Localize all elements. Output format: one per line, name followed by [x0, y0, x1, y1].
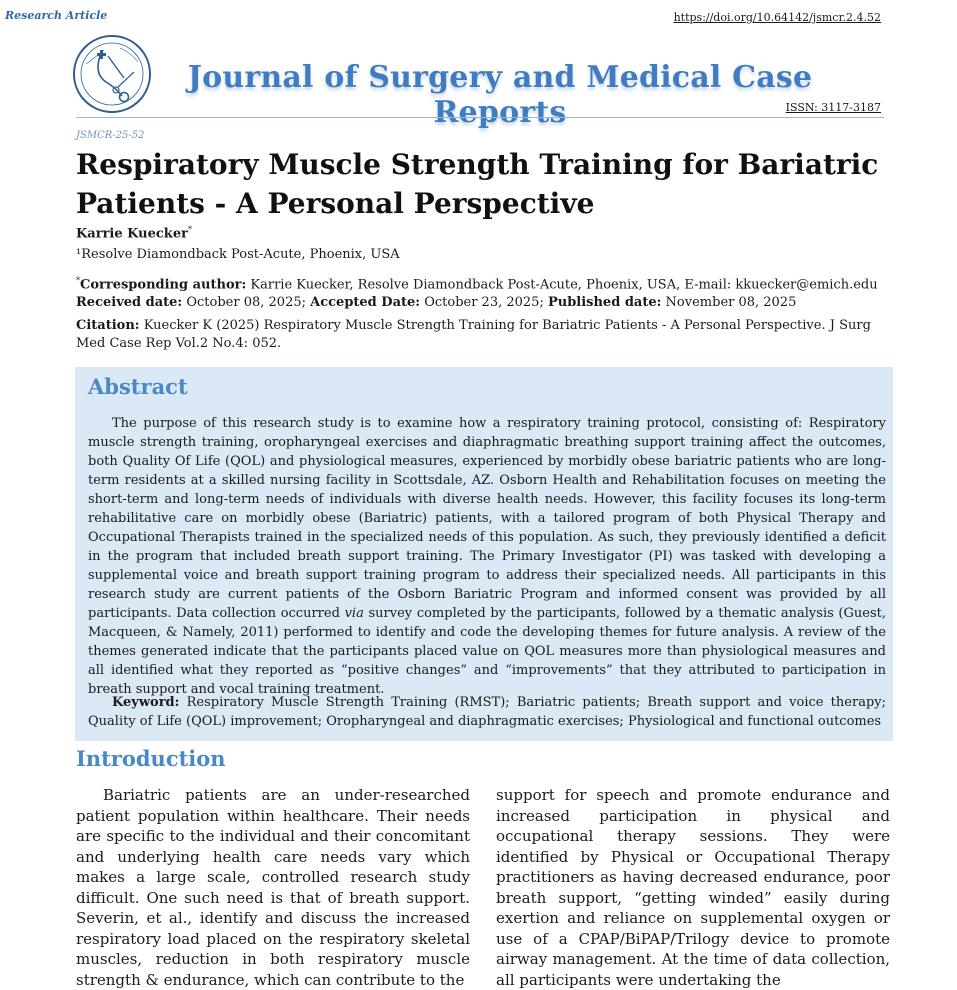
- doi-link[interactable]: https://doi.org/10.64142/jsmcr.2.4.52: [673, 11, 881, 24]
- article-dates: Received date: October 08, 2025; Accepted Date: October 23, 2025; Published date: November 08, 2025: [76, 295, 797, 310]
- author-mark: *: [187, 225, 192, 234]
- corresponding-author: *Corresponding author: Karrie Kuecker, Resolve Diamondback Post-Acute, Phoenix, USA, E-mail: kkuecker@emich.edu: [76, 276, 878, 293]
- header-divider: [76, 117, 884, 118]
- article-title: Respiratory Muscle Strength Training for Bariatric Patients - A Personal Perspective: [76, 148, 879, 220]
- introduction-left-column: Bariatric patients are an under-researched patient population within healthcare. Their needs are specific to the individual and their concomitant and underlying health care needs vary which makes a large scale, controlled research study difficult. One such need is that of breath support. Severin, et al., identify and discuss the increased respiratory load placed on the respiratory skeletal muscles, reduction in both respiratory muscle strength & endurance, which can contribute to the: [76, 786, 470, 989]
- issn-label: ISSN: 3117-3187: [785, 101, 881, 114]
- keywords: Keyword: Respiratory Muscle Strength Training (RMST); Bariatric patients; Breath support and voice therapy; Quality of Life (QOL) improvement; Oropharyngeal and diaphragmatic exercises; Physiological and functional outcomes: [88, 695, 886, 729]
- affiliation: ¹Resolve Diamondback Post-Acute, Phoenix, USA: [76, 247, 400, 262]
- manuscript-id: JSMCR-25-52: [76, 130, 145, 141]
- article-type-label: Research Article: [5, 9, 108, 22]
- citation: Citation: Kuecker K (2025) Respiratory Muscle Strength Training for Bariatric Patients - A Personal Perspective. J Surg Med Case Rep Vol.2 No.4: 052.: [76, 318, 871, 351]
- author-name: Karrie Kuecker*: [76, 225, 192, 242]
- introduction-right-column: support for speech and promote endurance and increased participation in physical and occupational therapy sessions. They were identified by Physical or Occupational Therapy practitioners as having decreased endurance, poor breath support, “getting winded” easily during exertion and reliance on supplemental oxygen or use of a CPAP/BiPAP/Trilogy device to promote airway management. At the time of data collection, all participants were undertaking the: [496, 786, 890, 989]
- abstract-body: The purpose of this research study is to examine how a respiratory training protocol, consisting of: Respiratory muscle strength training, oropharyngeal exercises and diaphragmatic breathing support training affect the outcomes, both Quality Of Life (QOL) and physiological measures, experienced by morbidly obese bariatric patients who are long-term residents at a skilled nursing facility in Scottsdale, AZ. Osborn Health and Rehabilitation focuses on meeting the short-term and long-term needs of individuals with diverse health needs. However, this facility focuses its long-term rehabilitative care on morbidly obese (Bariatric) patients, with a tailored program of both Physical Therapy and Occupational Therapists trained in the specialized needs of this population. As such, they previously identified a deficit in the program that included breath support training. The Primary Investigator (PI) was tasked with developing a supplemental voice and breath support training program to address their specialized needs. All participants in this research study are current patients of the Osborn Bariatric Program and informed consent was provided by all participants. Data collection occurred via survey completed by the participants, followed by a thematic analysis (Guest, Macqueen, & Namely, 2011) performed to identify and code the developing themes for future analysis. A review of the themes generated indicate that the participants placed value on QOL measures more than physiological measures and all identified what they reported as “positive changes” and “improvements” that they attributed to participation in breath support and vocal training treatment.: [88, 416, 886, 697]
- abstract-heading: Abstract: [88, 374, 188, 399]
- journal-logo: [72, 34, 152, 114]
- journal-title: Journal of Surgery and Medical Case Reports: [187, 60, 813, 130]
- introduction-heading: Introduction: [76, 746, 226, 771]
